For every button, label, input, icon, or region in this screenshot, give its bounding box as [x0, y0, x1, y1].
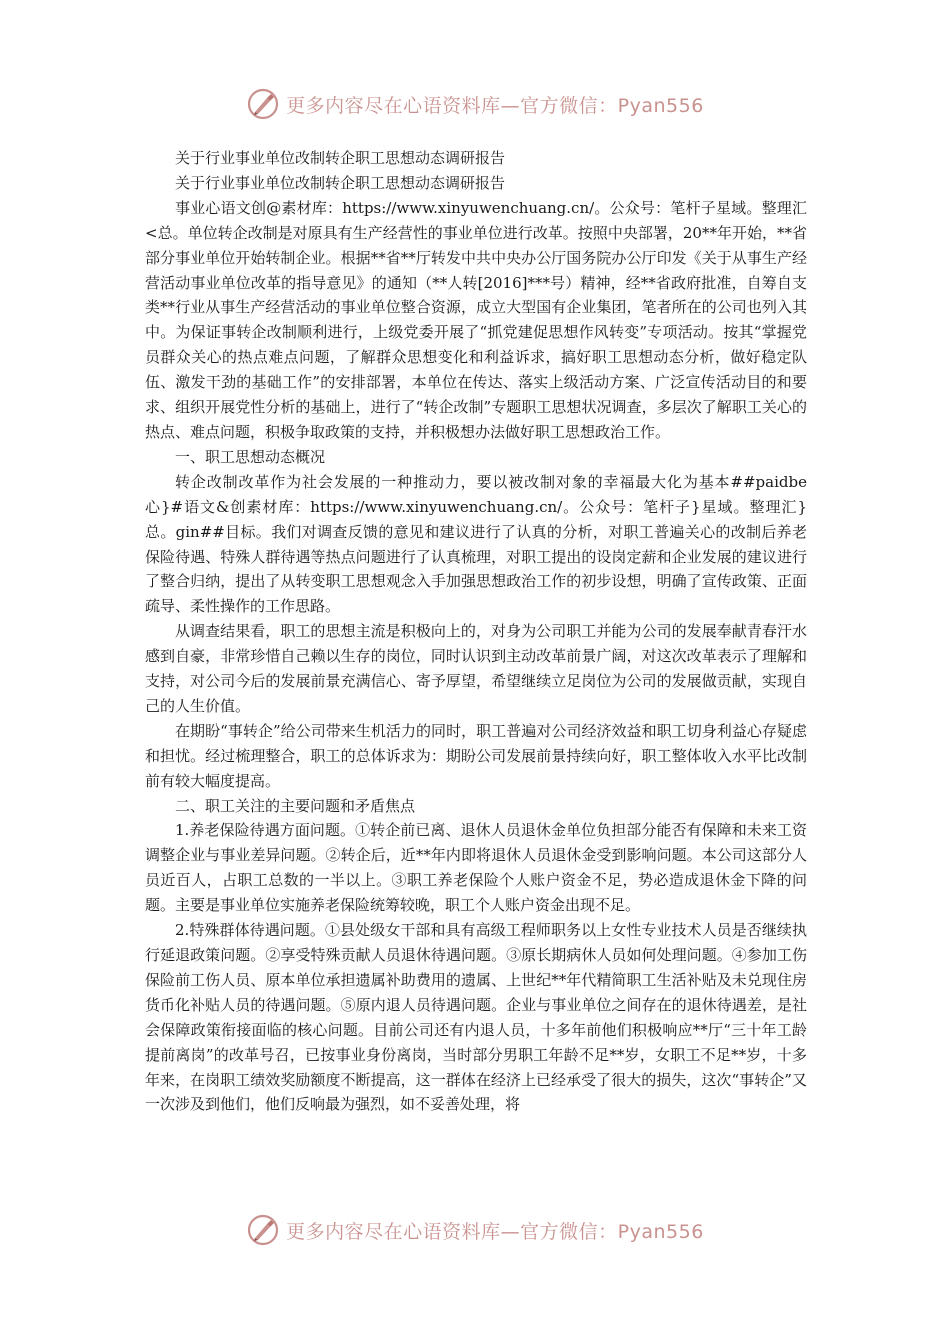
banner-text: 更多内容尽在心语资料库—官方微信：Pyan556	[286, 1220, 704, 1243]
footer-banner	[0, 1208, 950, 1252]
paragraph: 转企改制改革作为社会发展的一种推动力，要以被改制对象的幸福最大化为基本##paidbe心}#语文&创素材库：https://www.xinyuwenchuang.cn/。公众号：笔杆子}星域。整理汇}总。gin##目标。我们对调查反馈的意见和建议进行了认真的分析，对职工普遍关心的改制后养老保险待遇、特殊人群待遇等热点问题进行了认真梳理，对职工提出的设岗定薪和企业发展的建议进行了整合归纳，提出了从转变职工思想观念入手加强思想政治工作的初步设想，明确了宣传政策、正面疏导、柔性操作的工作思路。	[145, 472, 807, 616]
paragraph: 从调查结果看，职工的思想主流是积极向上的，对身为公司职工并能为公司的发展奉献青春汗水感到自豪，非常珍惜自己赖以生存的岗位，同时认识到主动改革前景广阔，对这次改革表示了理解和支持，对公司今后的发展前景充满信心、寄予厚望，希望继续立足岗位为公司的发展做贡献，实现自己的人生价值。	[145, 622, 807, 715]
header-banner	[0, 82, 950, 126]
document-title: 关于行业事业单位改制转企职工思想动态调研报告	[175, 149, 506, 167]
banner-text: 更多内容尽在心语资料库—官方微信：Pyan556	[286, 94, 704, 117]
paragraph: 在期盼“事转企”给公司带来生机活力的同时，职工普遍对公司经济效益和职工切身利益心存疑虑和担忧。经过梳理整合，职工的总体诉求为：期盼公司发展前景持续向好，职工整体收入水平比改制前有较大幅度提高。	[145, 721, 807, 790]
paragraph: 2.特殊群体待遇问题。①县处级女干部和具有高级工程师职务以上女性专业技术人员是否继续执行延退政策问题。②享受特殊贡献人员退休待遇问题。③原长期病休人员如何处理问题。④参加工伤保险前工伤人员、原本单位承担遗属补助费用的遗属、上世纪**年代精简职工生活补贴及未兑现住房货币化补贴人员的待遇问题。⑤原内退人员待遇问题。企业与事业单位之间存在的退休待遇差，是社会保障政策衔接面临的核心问题。目前公司还有内退人员，十多年前他们积极响应**厅“三十年工龄提前离岗”的改革号召，已按事业身份离岗，当时部分男职工年龄不足**岁，女职工不足**岁，十多年来，在岗职工绩效奖励额度不断提高，这一群体在经济上已经承受了很大的损失，这次“事转企”又一次涉及到他们，他们反响最为强烈，如不妥善处理，将	[145, 921, 807, 1114]
document-body	[145, 146, 807, 1117]
section-heading-1: 一、职工思想动态概况	[175, 447, 326, 466]
section-heading-2: 二、职工关注的主要问题和矛盾焦点	[175, 796, 416, 815]
pen-logo-icon	[246, 1213, 280, 1247]
paragraph: 1.养老保险待遇方面问题。①转企前已离、退休人员退休金单位负担部分能否有保障和未来工资调整企业与事业差异问题。②转企后，近**年内即将退休人员退休金受到影响问题。本公司这部分人员近百人，占职工总数的一半以上。③职工养老保险个人账户资金不足，势必造成退休金下降的问题。主要是事业单位实施养老保险统筹较晚，职工个人账户资金出现不足。	[145, 821, 807, 915]
pen-logo-icon	[246, 87, 280, 121]
paragraph-intro: 事业心语文创@素材库：https://www.xinyuwenchuang.cn/。公众号：笔杆子星域。整理汇<总。单位转企改制是对原具有生产经营性的事业单位进行改革。按照中央部署，20**年开始，**省部分事业单位开始转制企业。根据**省**厅转发中共中央办公厅国务院办公厅印发《关于从事生产经营活动事业单位改革的指导意见》的通知（**人转[2016]***号）精神，经**省政府批准，自筹自支类**行业从事生产经营活动的事业单位整合资源，成立大型国有企业集团，笔者所在的公司也列入其中。为保证事转企改制顺利进行，上级党委开展了“抓党建促思想作风转变”专项活动。按其“掌握党员群众关心的热点难点问题，了解群众思想变化和利益诉求，搞好职工思想动态分析，做好稳定队伍、激发干劲的基础工作”的安排部署，本单位在传达、落实上级活动方案、广泛宣传活动目的和要求、组织开展党性分析的基础上，进行了“转企改制”专题职工思想状况调查，多层次了解职工关心的热点、难点问题，积极争取政策的支持，并积极想办法做好职工思想政治工作。	[145, 198, 807, 441]
document-subtitle: 关于行业事业单位改制转企职工思想动态调研报告	[175, 173, 506, 192]
